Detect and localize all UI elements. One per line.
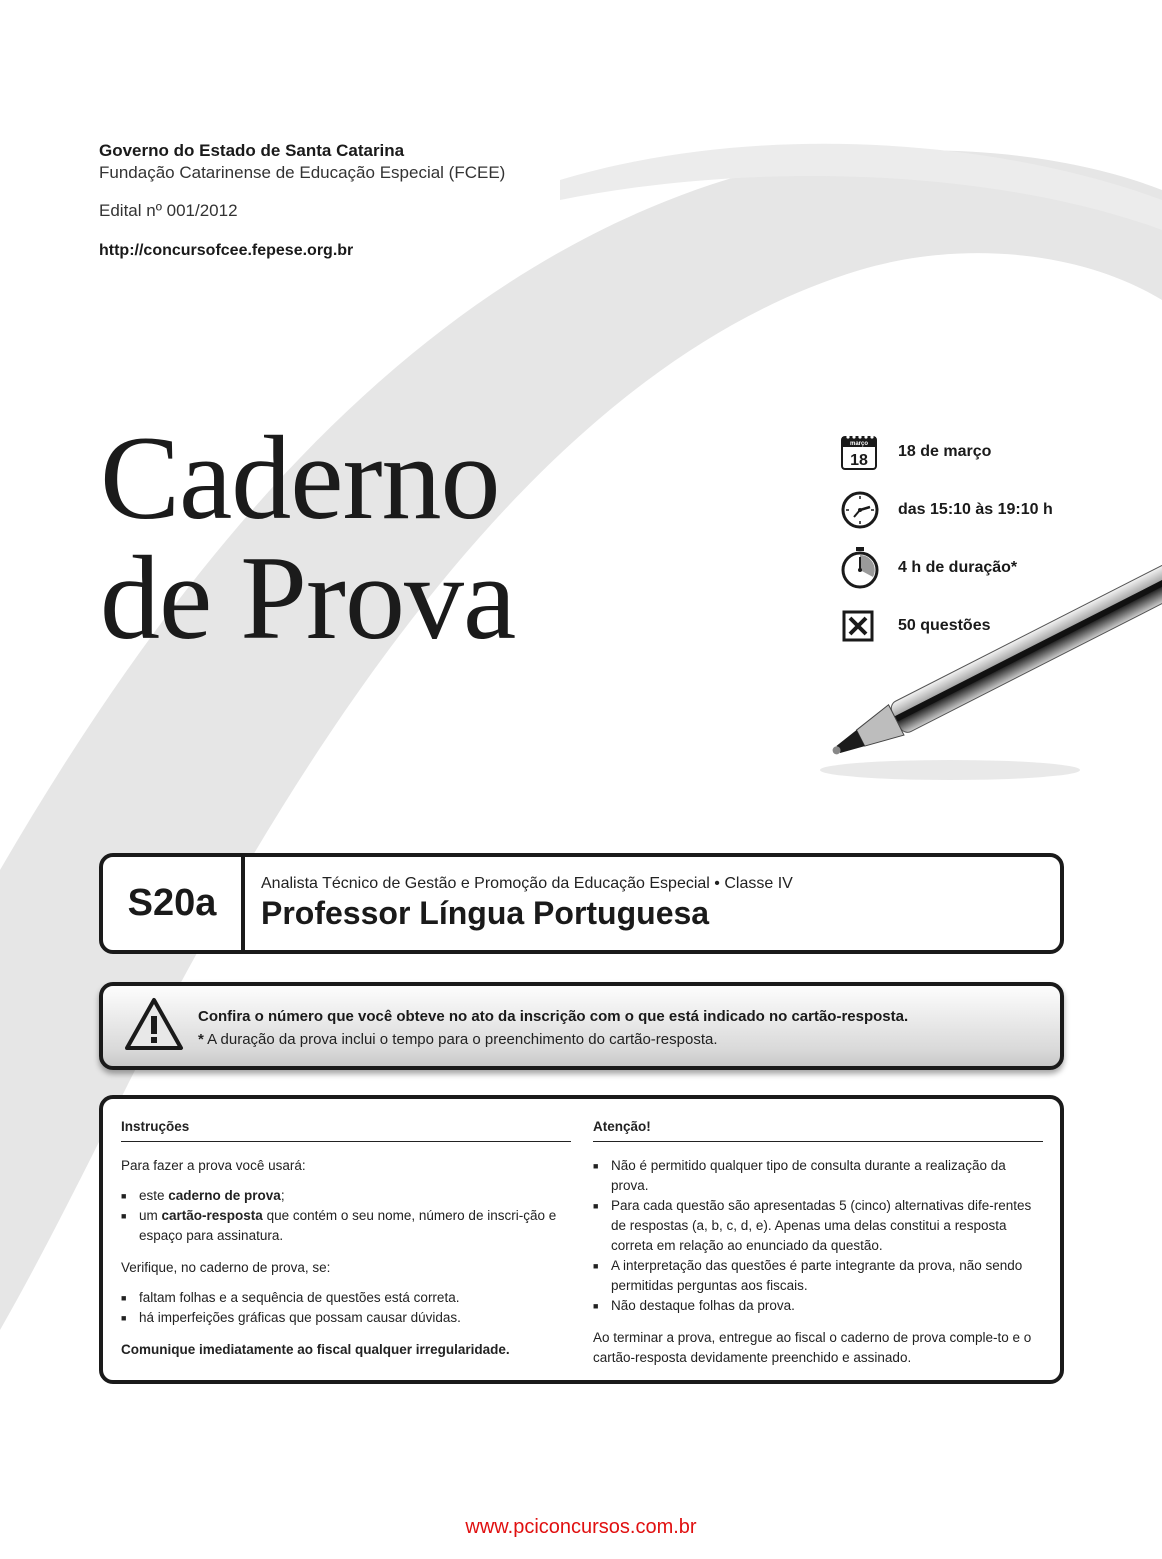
list-item: ■ faltam folhas e a sequência de questões está correta. [121, 1288, 571, 1308]
instructions-final: Comunique imediatamente ao fiscal qualquer irregularidade. [121, 1342, 510, 1357]
title-line-2: de Prova [100, 531, 516, 664]
attention-column [593, 1117, 1043, 1378]
question-count: 50 questões [898, 617, 991, 634]
list-item: ■ há imperfeições gráficas que possam causar dúvidas. [121, 1308, 571, 1328]
warning-duration-note [198, 1031, 718, 1048]
title-line-1: Caderno [100, 411, 500, 544]
stopwatch-icon [840, 548, 884, 588]
verify-intro: Verifique, no caderno de prova, se: [121, 1260, 331, 1275]
warning-box [99, 982, 1064, 1070]
materials-list [121, 1186, 571, 1246]
checkbox-x-icon [840, 606, 884, 646]
item-text: que contém o seu nome, número de inscri-ção e espaço para assinatura. [139, 1208, 557, 1243]
attention-closing: Ao terminar a prova, entregue ao fiscal o caderno de prova comple-to e o cartão-resposta devidamente preenchido e assinado. [593, 1330, 1032, 1365]
clock-icon [840, 490, 884, 530]
instructions-intro: Para fazer a prova você usará: [121, 1158, 306, 1173]
checks-list [121, 1288, 571, 1328]
government-name: Governo do Estado de Santa Catarina [99, 141, 405, 160]
item-bold: cartão-resposta [161, 1208, 263, 1223]
info-questions [840, 606, 1053, 646]
header [99, 140, 505, 260]
calendar-month: março [849, 441, 869, 447]
page-title [100, 411, 516, 664]
exam-code-box [99, 853, 1064, 954]
edital-number: Edital nº 001/2012 [99, 201, 238, 220]
instructions-heading: Instruções [121, 1117, 571, 1142]
list-item [121, 1206, 571, 1246]
item-bold: caderno de prova [168, 1188, 281, 1203]
list-item: ■ Para cada questão são apresentadas 5 (cinco) alternativas dife-rentes de respostas (a, b, c, d, e). Apenas uma delas constitui a resposta correta em relação ao enunciado da questão. [593, 1196, 1043, 1256]
item-text: este [139, 1188, 169, 1203]
list-item: ■ A interpretação das questões é parte integrante da prova, não sendo permitidas perguntas aos fiscais. [593, 1256, 1043, 1296]
exam-duration: 4 h de duração* [898, 559, 1018, 576]
exam-role: Analista Técnico de Gestão e Promoção da Educação Especial • Classe IV [261, 875, 793, 892]
attention-heading: Atenção! [593, 1117, 1043, 1142]
exam-time: das 15:10 às 19:10 h [898, 501, 1053, 518]
warning-asterisk: * [198, 1031, 204, 1048]
warning-icon [123, 996, 185, 1054]
list-item: ■ Não destaque folhas da prova. [593, 1296, 1043, 1316]
info-duration [840, 548, 1053, 588]
exam-date: 18 de março [898, 443, 992, 460]
warning-duration-text: A duração da prova inclui o tempo para o preenchimento do cartão-resposta. [203, 1031, 718, 1048]
warning-main-text: Confira o número que você obteve no ato da inscrição com o que está indicado no cartão-resposta. [198, 1008, 909, 1025]
exam-position [245, 857, 793, 950]
info-date [840, 432, 1053, 472]
info-time [840, 490, 1053, 530]
item-text: ; [280, 1188, 285, 1203]
calendar-day: 18 [850, 452, 868, 469]
exam-subject: Professor Língua Portuguesa [261, 895, 710, 931]
exam-code: S20a [103, 857, 245, 950]
instructions-column [121, 1117, 571, 1370]
contest-url[interactable]: http://concursofcee.fepese.org.br [99, 242, 354, 259]
list-item [121, 1186, 571, 1206]
foundation-name: Fundação Catarinense de Educação Especial (FCEE) [99, 163, 506, 182]
footer-site[interactable]: www.pciconcursos.com.br [465, 1516, 697, 1538]
calendar-icon [840, 432, 884, 472]
exam-info [840, 432, 1053, 664]
item-text: um [139, 1208, 162, 1223]
attention-list [593, 1156, 1043, 1316]
instructions-box [99, 1095, 1064, 1384]
list-item: ■ Não é permitido qualquer tipo de consulta durante a realização da prova. [593, 1156, 1043, 1196]
